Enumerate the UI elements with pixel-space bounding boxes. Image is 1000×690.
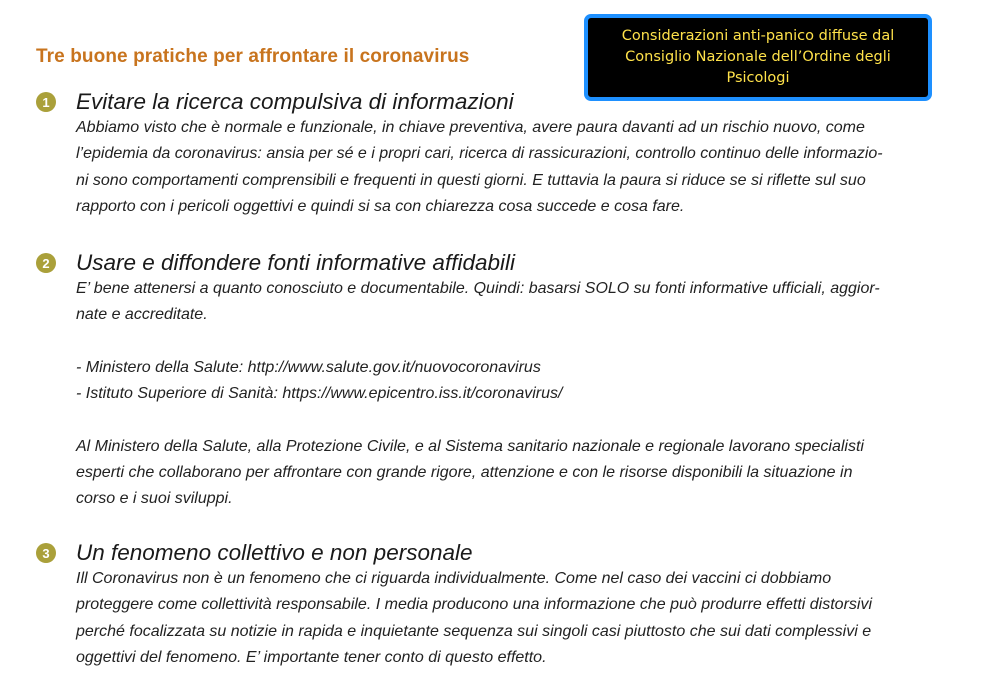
section-1 [36,89,976,220]
section-3 [36,540,976,671]
blank-line [76,329,976,355]
body-line: proteggere come collettività responsabile. I media producono una informazione che può produrre effetti distorsivi [76,596,872,614]
number-badge: 2 [36,253,56,273]
number-badge: 1 [36,92,56,112]
section-body [76,115,976,220]
body-line: esperti che collaborano per affrontare con grande rigore, attenzione e con le risorse disponibili la situazione in [76,464,853,482]
callout-line: Considerazioni anti-panico diffuse dal [621,28,895,44]
blank-line [76,407,976,433]
body-line: ni sono comportamenti comprensibili e frequenti in questi giorni. E tuttavia la paura si riduce se si riflette sul suo [76,171,866,189]
section-body [76,566,976,671]
section-header [36,89,976,115]
link-line-iss: - Istituto Superiore di Sanità: https://www.epicentro.iss.it/coronavirus/ [76,385,563,403]
section-title: Un fenomeno collettivo e non personale [76,540,473,565]
section-header [36,250,976,276]
section-title: Evitare la ricerca compulsiva di informazioni [76,89,514,114]
callout-line: Consiglio Nazionale dell’Ordine degli [625,49,891,65]
section-body [76,276,976,513]
body-line: E’ bene attenersi a quanto conosciuto e documentabile. Quindi: basarsi SOLO su fonti informative ufficiali, aggior- [76,280,880,297]
callout-line: Psicologi [726,70,790,86]
page-title: Tre buone pratiche per affrontare il coronavirus [36,46,470,67]
body-line: nate e accreditate. [76,306,208,324]
body-line: l’epidemia da coronavirus: ansia per sé e i propri cari, ricerca di rassicurazioni, controllo continuo delle informazio- [76,145,883,163]
section-header [36,540,976,566]
section-title: Usare e diffondere fonti informative affidabili [76,250,515,275]
body-line: Abbiamo visto che è normale e funzionale, in chiave preventiva, avere paura davanti ad un rischio nuovo, come [76,119,865,136]
callout-text [622,26,894,89]
body-line: corso e i suoi sviluppi. [76,490,233,508]
section-2 [36,250,976,513]
body-line: oggettivi del fenomeno. E’ importante tener conto di questo effetto. [76,648,547,666]
body-line: Ill Coronavirus non è un fenomeno che ci riguarda individualmente. Come nel caso dei vaccini ci dobbiamo [76,570,832,587]
body-line: Al Ministero della Salute, alla Protezione Civile, e al Sistema sanitario nazionale e regionale lavorano specialisti [76,437,864,455]
body-line: rapporto con i pericoli oggettivi e quindi si sa con chiarezza cosa succede e cosa fare. [76,197,685,215]
callout-box [584,14,932,101]
body-line: perché focalizzata su notizie in rapida e inquietante sequenza sui singoli casi piuttosto che sui dati complessivi e [76,622,872,640]
number-badge: 3 [36,543,56,563]
link-line-ministero: - Ministero della Salute: http://www.salute.gov.it/nuovocoronavirus [76,358,541,376]
